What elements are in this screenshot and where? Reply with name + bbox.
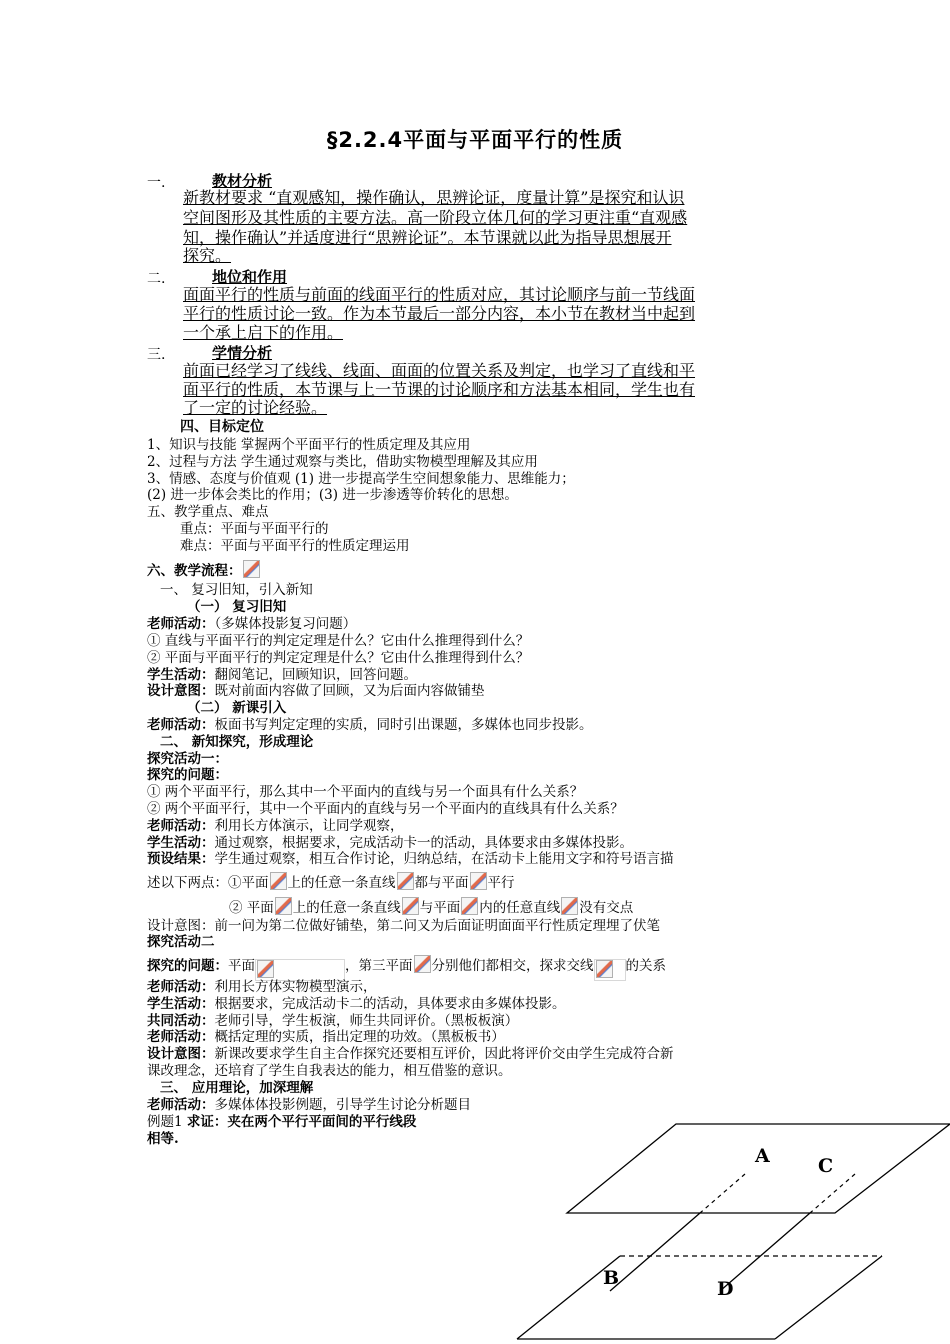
- section-3-number: 三.: [147, 347, 166, 363]
- section-2-line-1: 面面平行的性质与前面的线面平行的性质对应，其讨论顺序与前一节线面: [183, 285, 696, 304]
- text: 根据要求，完成活动卡二的活动，具体要求由多媒体投影。: [214, 996, 566, 1012]
- part-1a-heading: （一） 复习旧知: [187, 599, 287, 615]
- segment-ab-hidden: [700, 1174, 745, 1213]
- text: 利用长方体实物模型演示，: [214, 979, 377, 995]
- text: ② 平面: [229, 900, 274, 916]
- section-3-line-2: 面平行的性质，本节课与上一节课的讨论顺序和方法基本相同，学生也有: [183, 380, 696, 399]
- text: 分别他们都相交，探求交线: [431, 958, 594, 974]
- text: 多媒体体投影例题，引导学生讨论分析题目: [214, 1097, 471, 1113]
- text: 与平面: [419, 900, 461, 916]
- label: 学生活动：: [147, 835, 215, 851]
- text: 利用长方体演示，让同学观察，: [214, 818, 404, 834]
- label: 例题1: [147, 1114, 183, 1130]
- text: 平面: [228, 958, 255, 974]
- review-question-1: ① 直线与平面平行的判定定理是什么？它由什么推理得到什么？: [147, 633, 530, 649]
- difficult-point: 难点：平面与平面平行的性质定理运用: [180, 538, 410, 554]
- section-2-line-2: 平行的性质讨论一致。作为本节最后一部分内容，本小节在教材当中起到: [183, 304, 696, 323]
- text: 述以下两点：①平面: [147, 875, 269, 891]
- label: 共同活动：: [147, 1013, 215, 1029]
- section-5-heading: 五、教学重点、难点: [147, 504, 269, 520]
- point-label-b: B: [603, 1267, 620, 1289]
- section-1-line-2: 空间图形及其性质的主要方法。高一阶段立体几何的学习更注重“直观感: [183, 208, 688, 227]
- label: 老师活动：: [147, 717, 215, 733]
- point-label-d: D: [717, 1278, 734, 1300]
- explore-question-2: ② 两个平面平行，其中一个平面内的直线与另一个平面内的直线具有什么关系？: [147, 801, 624, 817]
- text: 老师引导，学生板演，师生共同评价。（黑板板演）: [214, 1013, 519, 1029]
- key-point: 重点：平面与平面平行的: [180, 521, 329, 537]
- text: 学生通过观察，相互合作讨论，归纳总结，在活动卡上能用文字和符号语言描: [214, 851, 674, 867]
- point-label-c: C: [818, 1155, 834, 1177]
- text: 内的任意直线: [479, 900, 561, 916]
- design-intent-3-cont: 课改理念，还培育了学生自我表达的能力，相互借鉴的意识。: [147, 1063, 512, 1079]
- text: 平行: [487, 875, 515, 891]
- text: 新课改要求学生自主合作探究还要相互评价，因此将评价交由学生完成符合新: [214, 1046, 674, 1062]
- explore-activity-2: 探究活动二: [147, 934, 215, 950]
- section-2-heading: 地位和作用: [212, 268, 288, 286]
- label: 探究的问题：: [147, 958, 228, 974]
- text: 求证：夹在两个平行平面间的平行线段: [186, 1114, 417, 1130]
- upper-plane: [567, 1124, 950, 1213]
- explore-activity-1: 探究活动一：: [147, 751, 228, 767]
- section-1-line-1: 新教材要求 “直观感知，操作确认，思辨论证，度量计算”是探究和认识: [183, 188, 685, 207]
- section-1-line-3: 知，操作确认”并适度进行“思辨论证”。本节课就以此为指导思想展开: [183, 228, 672, 247]
- text: 通过观察，根据要求，完成活动卡一的活动，具体要求由多媒体投影。: [214, 835, 633, 851]
- text: 没有交点: [579, 900, 634, 916]
- text: 既对前面内容做了回顾，又为后面内容做铺垫: [214, 683, 485, 699]
- section-1-heading: 教材分析: [212, 172, 273, 190]
- text: （多媒体投影复习问题）: [214, 616, 357, 632]
- label: 学生活动：: [147, 996, 215, 1012]
- explore-question-1: ① 两个平面平行，那么其中一个平面内的直线与另一个面具有什么关系？: [147, 784, 584, 800]
- part-1b-heading: （二） 新课引入: [187, 700, 287, 716]
- lower-plane-right-edge: [775, 1256, 882, 1339]
- section-6-heading-text: 六、教学流程：: [147, 563, 242, 579]
- section-3-line-3: 了一定的讨论经验。: [183, 398, 328, 417]
- part-3-heading: 三、 应用理论，加深理解: [160, 1080, 314, 1096]
- label: 学生活动：: [147, 667, 215, 683]
- goal-line-4: (2) 进一步体会类比的作用；(3) 进一步渗透等价转化的思想。: [147, 487, 518, 503]
- label: 设计意图：: [147, 1046, 215, 1062]
- review-question-2: ② 平面与平面平行的判定定理是什么？它由什么推理得到什么？: [147, 650, 530, 666]
- section-3-line-1: 前面已经学习了线线、线面、面面的位置关系及判定，也学习了直线和平: [183, 361, 696, 380]
- part-2-heading: 二、 新知探究，形成理论: [160, 734, 314, 750]
- label: 老师活动：: [147, 979, 215, 995]
- explore-question-heading: 探究的问题：: [147, 767, 228, 783]
- text: ，第三平面: [345, 958, 413, 974]
- text: 板面书写判定定理的实质，同时引出课题，多媒体也同步投影。: [214, 717, 593, 733]
- text: 概括定理的实质，指出定理的功效。（黑板板书）: [214, 1029, 505, 1045]
- text: 的关系: [625, 958, 666, 974]
- point-label-a: A: [755, 1145, 770, 1167]
- design-intent-2: 设计意图：前一问为第二位做好铺垫，第二问又为后面证明面面平行性质定理埋了伏笔: [147, 918, 660, 934]
- segment-cd-hidden: [810, 1174, 855, 1213]
- section-4-heading: 四、目标定位: [180, 419, 264, 435]
- label: 老师活动：: [147, 818, 215, 834]
- section-1-number: 一.: [147, 175, 166, 191]
- segment-cd-visible: [720, 1213, 810, 1291]
- part-1-heading: 一、 复习旧知，引入新知: [160, 582, 313, 598]
- label: 老师活动：: [147, 1097, 215, 1113]
- section-1-line-4: 探究。: [183, 246, 232, 265]
- segment-ab-visible: [610, 1213, 700, 1291]
- section-3-heading: 学情分析: [212, 344, 273, 362]
- goal-line-2: 2、过程与方法 学生通过观察与类比，借助实物模型理解及其应用: [147, 454, 538, 470]
- text: 翻阅笔记，回顾知识，回答问题。: [214, 667, 417, 683]
- label: 预设结果：: [147, 851, 215, 867]
- label: 设计意图：: [147, 683, 215, 699]
- example-1-cont: 相等.: [147, 1131, 179, 1147]
- text: 都与平面: [414, 875, 469, 891]
- section-2-number: 二.: [147, 271, 166, 287]
- section-2-line-3: 一个承上启下的作用。: [183, 323, 344, 342]
- text: 上的任意一条直线: [292, 900, 401, 916]
- goal-line-1: 1、知识与技能 掌握两个平面平行的性质定理及其应用: [147, 437, 471, 453]
- page-title: §2.2.4平面与平面平行的性质: [326, 128, 624, 152]
- goal-line-3: 3、情感、态度与价值观 (1) 进一步提高学生空间想象能力、思维能力；: [147, 471, 575, 487]
- label: 老师活动：: [147, 1029, 215, 1045]
- label: 老师活动：: [147, 616, 215, 632]
- text: 上的任意一条直线: [287, 875, 396, 891]
